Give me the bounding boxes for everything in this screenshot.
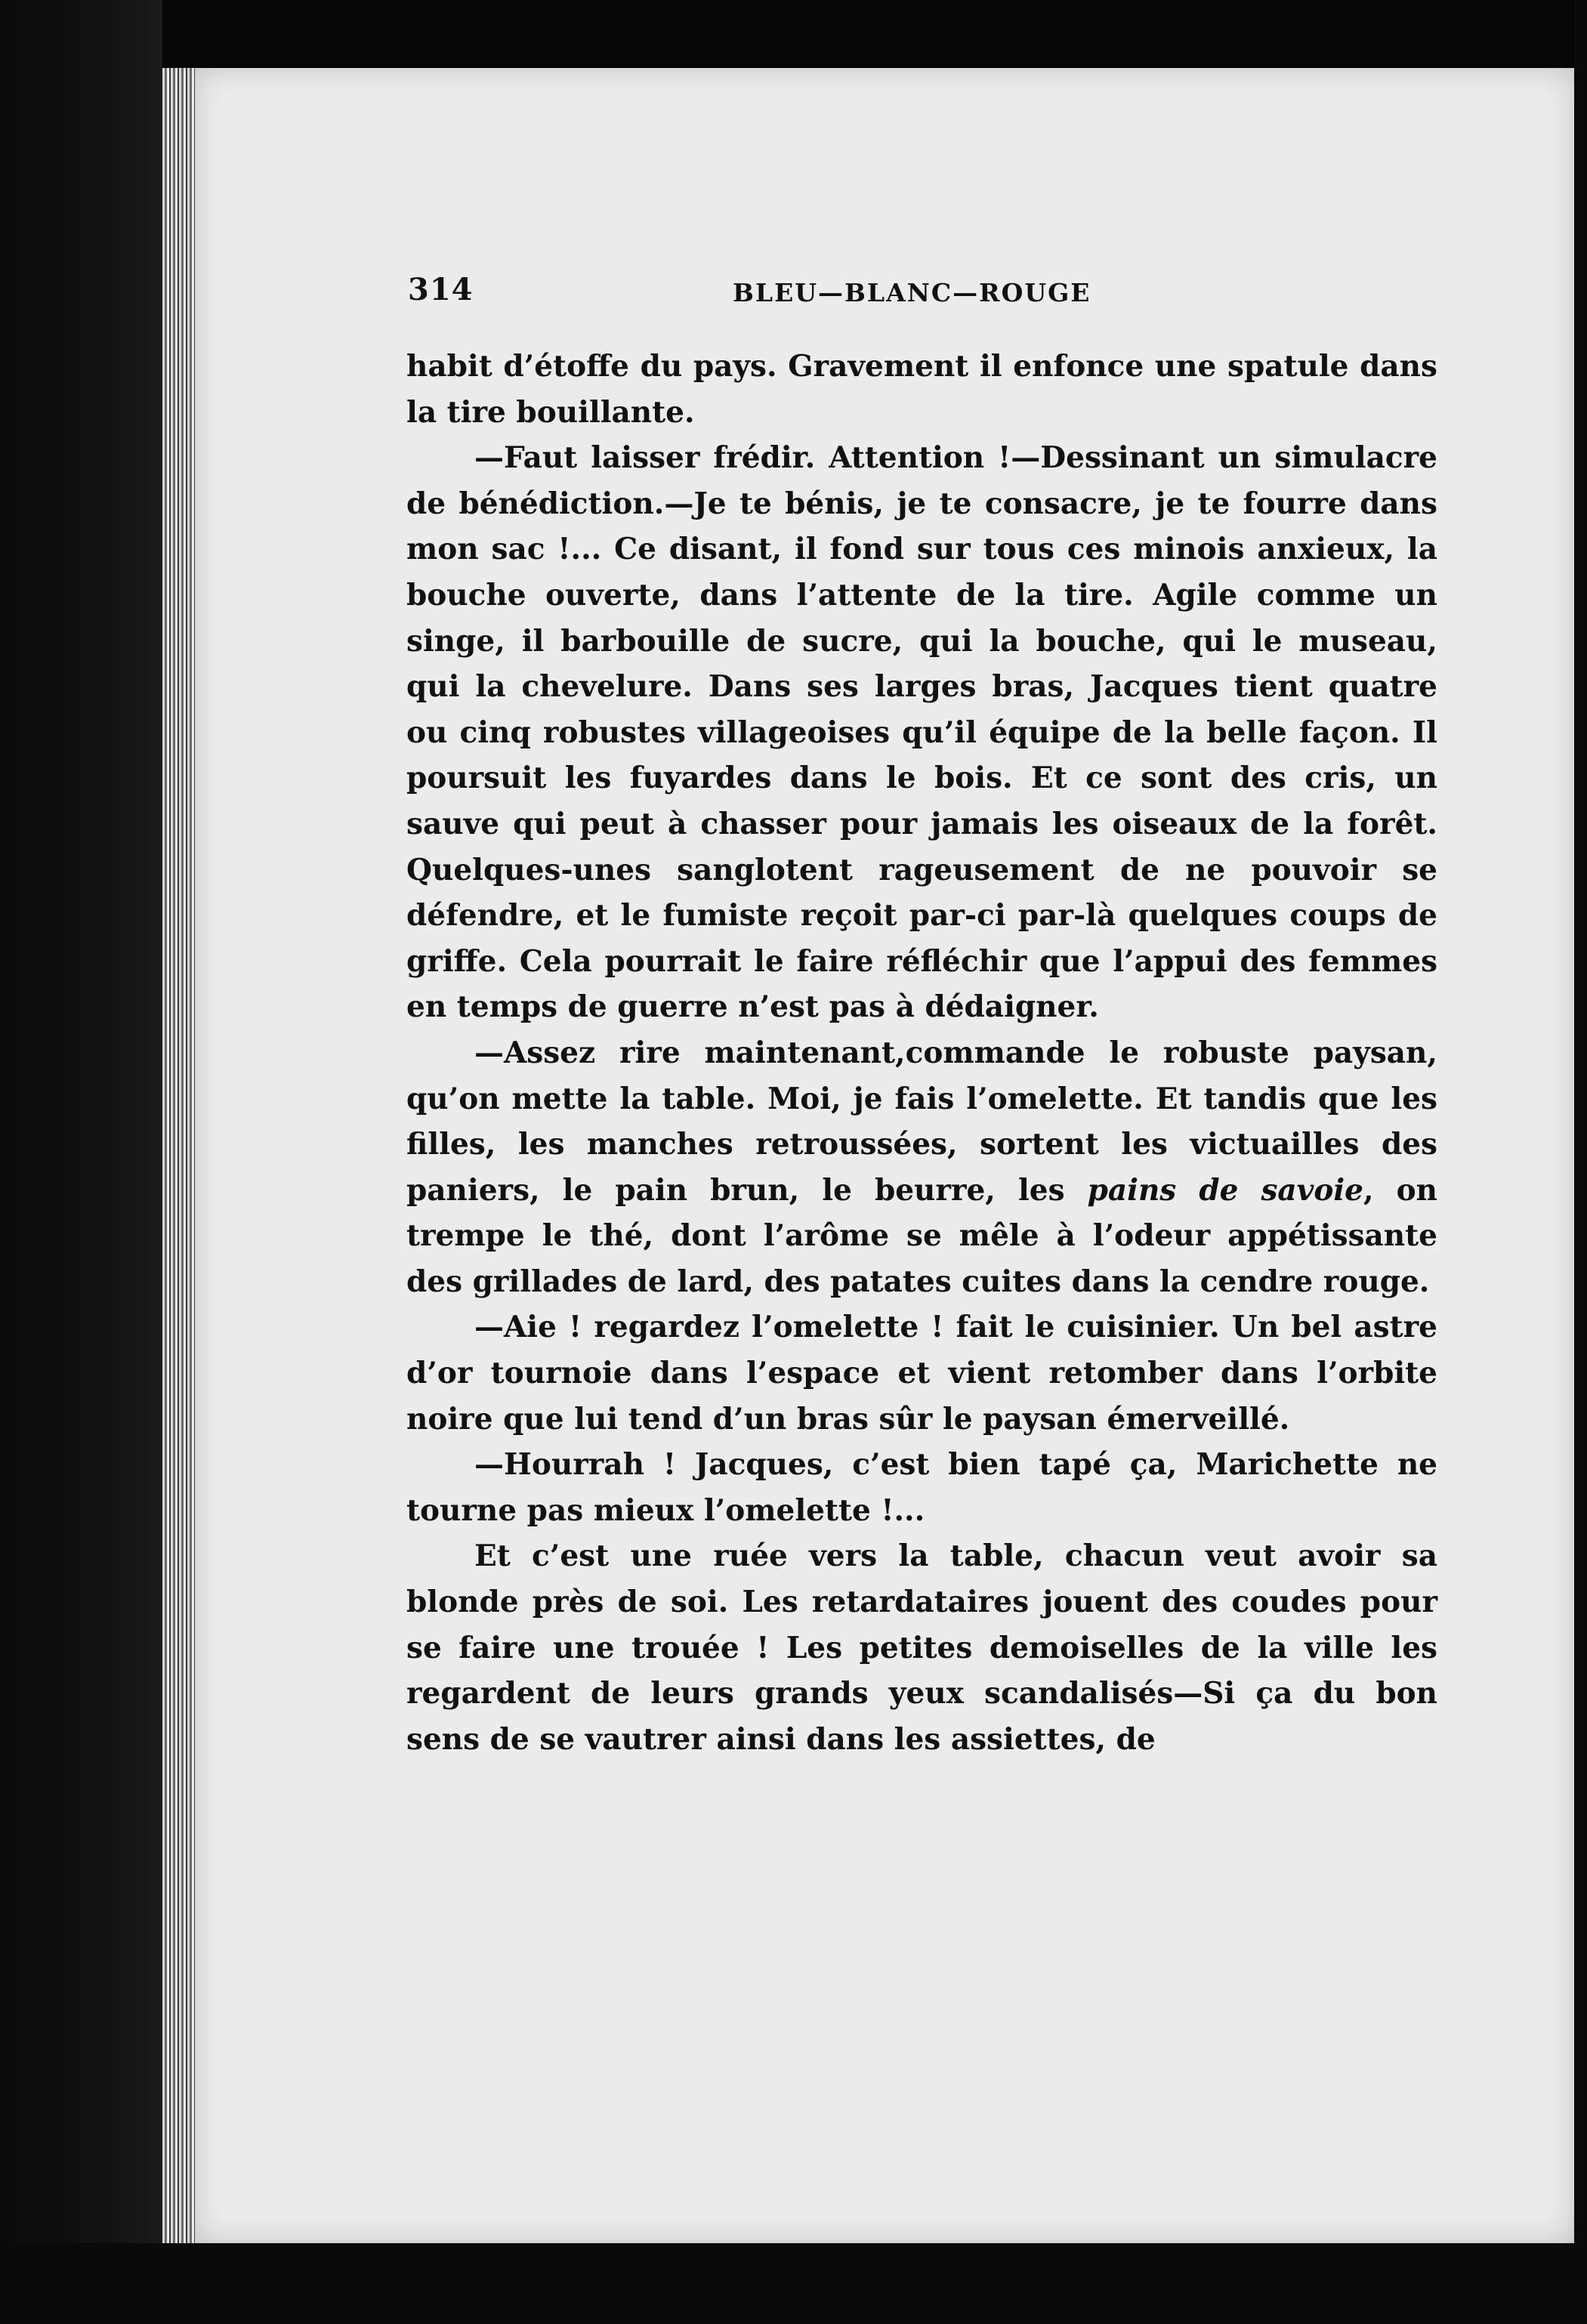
paragraph-6: Et c’est une ruée vers la table, chacun veut avoir sa blonde près de soi. Les retardataires jouent des coudes pour se faire une trouée ! Les petites demoiselles de la ville les regardent de leurs grands yeux scandalisés—Si ça du bon sens de se vautrer ainsi dans les assiettes, de — [406, 1539, 1437, 1757]
page-header — [408, 272, 1465, 317]
paragraph-3-part-2: , on trempe le thé, dont l’arôme se mêle à l’odeur appétissante des grillades de lard, des patates cuites dans la cendre rouge. — [406, 1172, 1438, 1299]
paragraph-5: —Hourrah ! Jacques, c’est bien tapé ça, Marichette ne tourne pas mieux l’omelette !... — [406, 1447, 1437, 1528]
paragraph-4: —Aie ! regardez l’omelette ! fait le cuisinier. Un bel astre d’or tournoie dans l’espace et vient retomber dans l’orbite noire que lui tend d’un bras sûr le paysan émerveillé. — [406, 1310, 1437, 1437]
paragraph-3-italic: pains de savoie — [1087, 1172, 1363, 1208]
book-gutter — [0, 0, 162, 2324]
paragraph-3 — [406, 1030, 1437, 1305]
paragraph-1: habit d’étoffe du pays. Gravement il enfonce une spatule dans la tire bouillante. — [406, 349, 1437, 430]
paragraph-3-part-1: —Assez rire maintenant,commande le robuste paysan, qu’on mette la table. Moi, je fais l’omelette. Et tandis que les filles, les manches retroussées, sortent les victuailles des paniers, le pain brun, le beurre, les — [406, 1035, 1437, 1208]
right-margin-shadow — [1574, 0, 1587, 2324]
page-number: 314 — [408, 272, 474, 307]
bottom-margin-shadow — [0, 2243, 1587, 2324]
running-head: BLEU—BLANC—ROUGE — [733, 278, 1091, 307]
paragraph-2: —Faut laisser frédir. Attention !—Dessinant un simulacre de bénédiction.—Je te bénis, je te consacre, je te fourre dans mon sac !... Ce disant, il fond sur tous ces minois anxieux, la bouche ouverte, dans l’attente de la tire. Agile comme un singe, il barbouille de sucre, qui la bouche, qui le museau, qui la chevelure. Dans ses larges bras, Jacques tient quatre ou cinq robustes villageoises qu’il équipe de la belle façon. Il poursuit les fuyardes dans le bois. Et ce sont des cris, un sauve qui peut à chasser pour jamais les oiseaux de la forêt. Quelques-unes sanglotent rageusement de ne pouvoir se défendre, et le fumiste reçoit par-ci par-là quelques coups de griffe. Cela pourrait le faire réfléchir que l’appui des femmes en temps de guerre n’est pas à dédaigner. — [406, 440, 1437, 1025]
page-edges — [162, 68, 196, 2243]
body-text — [406, 344, 1437, 1762]
